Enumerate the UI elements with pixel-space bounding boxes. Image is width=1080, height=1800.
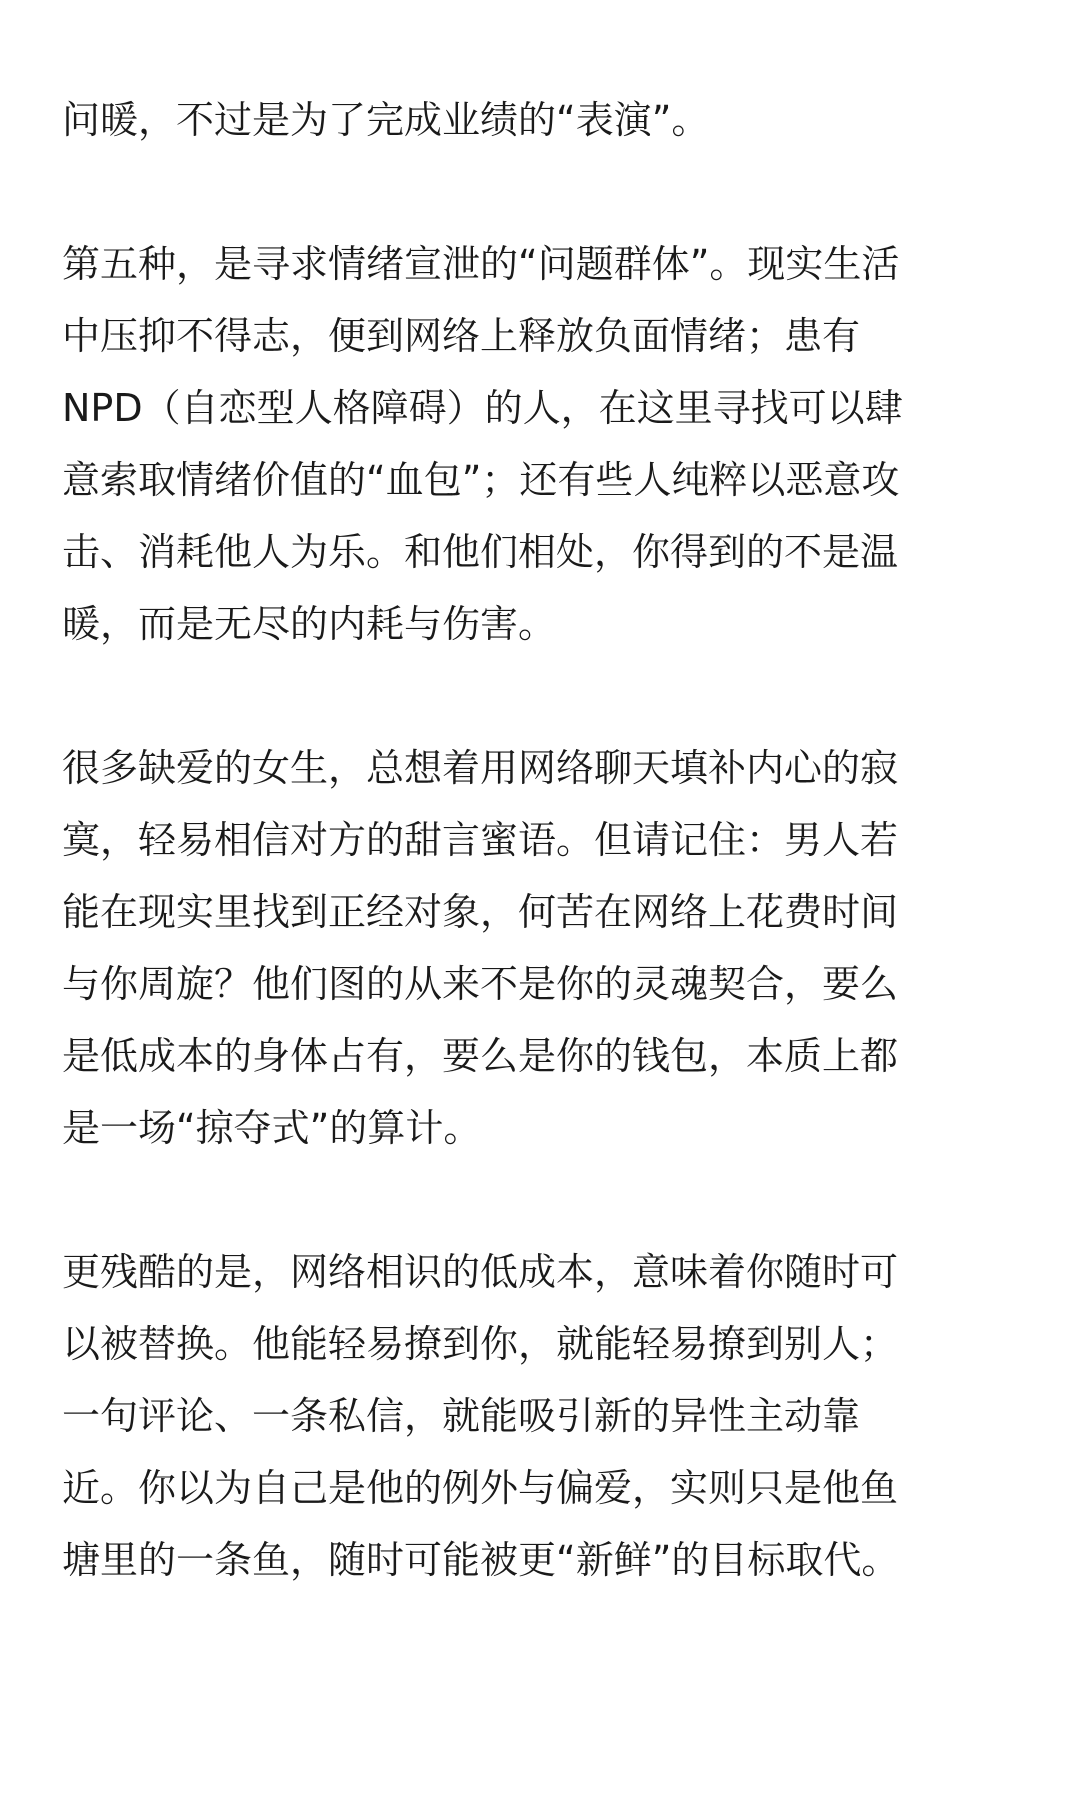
text-line: 暖，而是无尽的内耗与伤害。 — [62, 602, 557, 646]
text-line: NPD（自恋型人格障碍）的人，在这里寻找可以肆 — [62, 386, 903, 430]
text-line: 能在现实里找到正经对象，何苦在网络上花费时间 — [62, 890, 899, 934]
paragraph-2 — [62, 228, 1018, 660]
article-body — [62, 84, 1018, 1668]
text-line: 塘里的一条鱼，随时可能被更“新鲜”的目标取代。 — [62, 1538, 900, 1582]
text-line: 问暖，不过是为了完成业绩的“表演”。 — [62, 98, 710, 142]
paragraph-4 — [62, 1236, 1018, 1596]
paragraph-1 — [62, 84, 1018, 156]
text-line: 是一场“掠夺式”的算计。 — [62, 1106, 482, 1150]
text-line: 与你周旋？他们图的从来不是你的灵魂契合，要么 — [62, 962, 899, 1006]
paragraph-3 — [62, 732, 1018, 1164]
text-line: 一句评论、一条私信，就能吸引新的异性主动靠 — [62, 1394, 861, 1438]
text-line: 中压抑不得志，便到网络上释放负面情绪；患有 — [62, 314, 861, 358]
text-line: 更残酷的是，网络相识的低成本，意味着你随时可 — [62, 1250, 899, 1294]
text-line: 近。你以为自己是他的例外与偏爱，实则只是他鱼 — [62, 1466, 899, 1510]
text-line: 很多缺爱的女生，总想着用网络聊天填补内心的寂 — [62, 746, 899, 790]
text-line: 是低成本的身体占有，要么是你的钱包，本质上都 — [62, 1034, 899, 1078]
text-line: 寞，轻易相信对方的甜言蜜语。但请记住：男人若 — [62, 818, 899, 862]
text-line: 以被替换。他能轻易撩到你，就能轻易撩到别人； — [62, 1322, 899, 1366]
text-line: 意索取情绪价值的“血包”；还有些人纯粹以恶意攻 — [62, 458, 900, 502]
text-line: 击、消耗他人为乐。和他们相处，你得到的不是温 — [62, 530, 899, 574]
text-line: 第五种，是寻求情绪宣泄的“问题群体”。现实生活 — [62, 242, 900, 286]
